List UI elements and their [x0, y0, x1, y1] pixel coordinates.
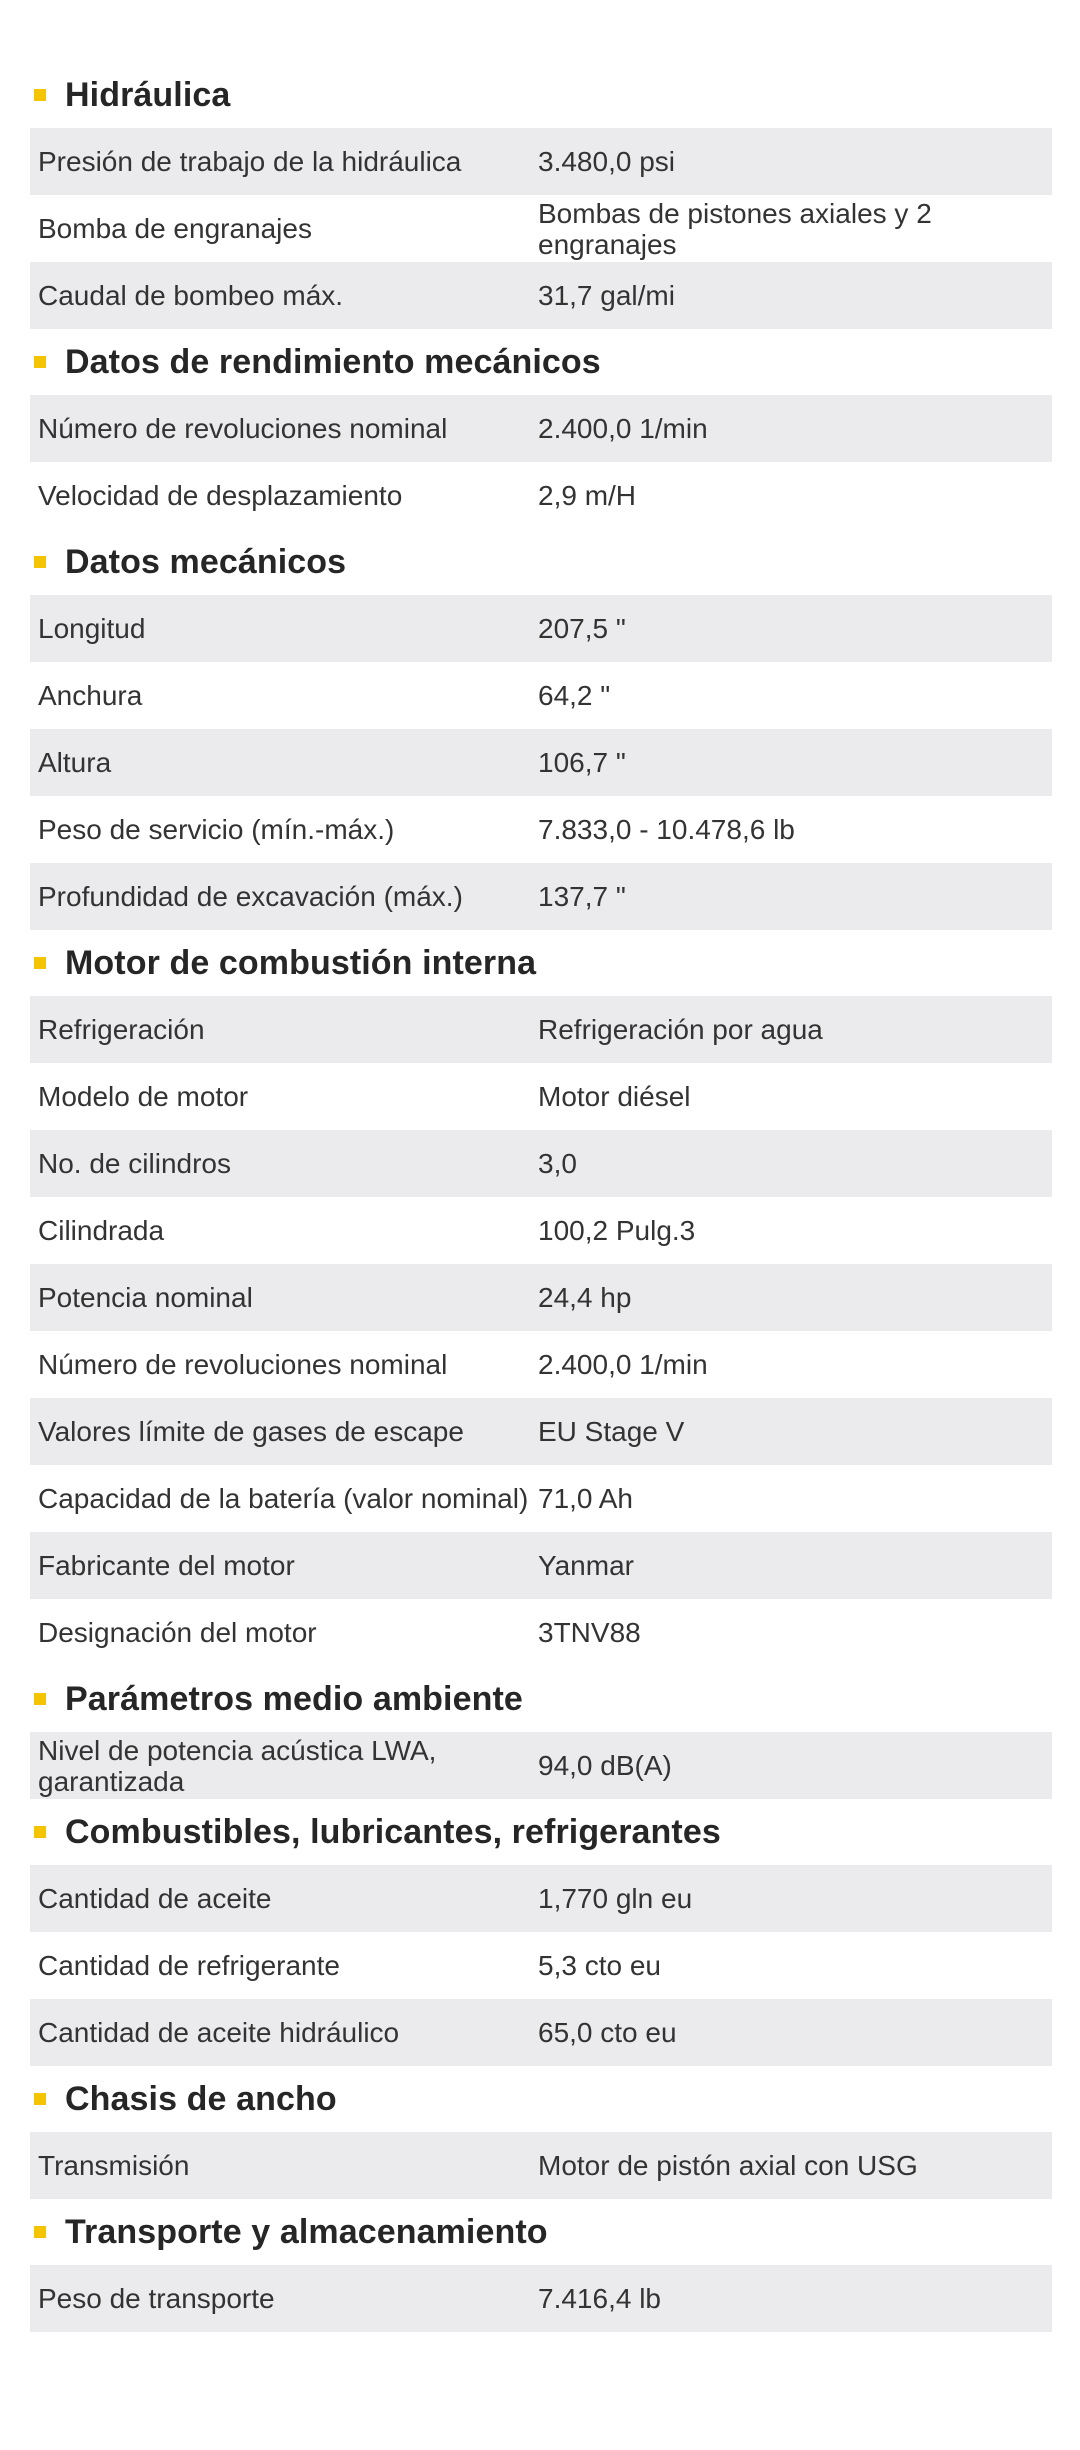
- section-title: Transporte y almacenamiento: [65, 2212, 548, 2251]
- spec-label: Potencia nominal: [38, 1282, 253, 1313]
- yellow-square-bullet-icon: [34, 1826, 46, 1838]
- spec-label: Longitud: [38, 613, 146, 644]
- spec-label: Nivel de potencia acústica LWA, garantizada: [38, 1734, 437, 1797]
- section-header: [30, 2066, 1052, 2132]
- spec-row: [30, 1532, 1052, 1599]
- section-header: [30, 1799, 1052, 1865]
- spec-label: Velocidad de desplazamiento: [38, 480, 403, 511]
- spec-value: 2.400,0 1/min: [538, 1349, 708, 1380]
- spec-label: Anchura: [38, 680, 143, 711]
- section-title: Hidráulica: [65, 75, 231, 114]
- spec-row: [30, 863, 1052, 930]
- spec-value: Motor diésel: [538, 1081, 691, 1112]
- spec-row: [30, 195, 1052, 262]
- spec-section: [30, 930, 1052, 1666]
- spec-label: Cantidad de aceite: [38, 1883, 272, 1914]
- spec-section: [30, 62, 1052, 329]
- spec-value: 3TNV88: [538, 1617, 641, 1648]
- section-header: [30, 329, 1052, 395]
- section-title: Parámetros medio ambiente: [65, 1679, 523, 1718]
- yellow-square-bullet-icon: [34, 2093, 46, 2105]
- spec-label: Cantidad de refrigerante: [38, 1950, 340, 1981]
- spec-row: [30, 1130, 1052, 1197]
- spec-label: Presión de trabajo de la hidráulica: [38, 146, 462, 177]
- spec-value: 64,2 ": [538, 680, 611, 711]
- section-header: [30, 62, 1052, 128]
- spec-value: 24,4 hp: [538, 1282, 632, 1313]
- spec-label: Número de revoluciones nominal: [38, 1349, 448, 1380]
- spec-label: No. de cilindros: [38, 1148, 231, 1179]
- spec-row: [30, 1465, 1052, 1532]
- spec-row: [30, 1732, 1052, 1799]
- section-title: Combustibles, lubricantes, refrigerantes: [65, 1812, 721, 1851]
- spec-value: 137,7 ": [538, 881, 626, 912]
- spec-value: 3,0: [538, 1148, 577, 1179]
- section-title: Chasis de ancho: [65, 2079, 337, 2118]
- spec-value: 5,3 cto eu: [538, 1950, 661, 1981]
- spec-row: [30, 1063, 1052, 1130]
- spec-value: 65,0 cto eu: [538, 2017, 677, 2048]
- spec-value: 2,9 m/H: [538, 480, 637, 511]
- spec-label: Capacidad de la batería (valor nominal): [38, 1483, 529, 1514]
- spec-label: Caudal de bombeo máx.: [38, 280, 344, 311]
- spec-label: Modelo de motor: [38, 1081, 249, 1112]
- spec-row: [30, 595, 1052, 662]
- spec-row: [30, 796, 1052, 863]
- yellow-square-bullet-icon: [34, 1693, 46, 1705]
- yellow-square-bullet-icon: [34, 2226, 46, 2238]
- spec-value: Yanmar: [538, 1550, 634, 1581]
- spec-label: Peso de transporte: [38, 2283, 275, 2314]
- section-header: [30, 930, 1052, 996]
- spec-row: [30, 1331, 1052, 1398]
- spec-label: Cantidad de aceite hidráulico: [38, 2017, 400, 2048]
- spec-label: Cilindrada: [38, 1215, 165, 1246]
- section-header: [30, 529, 1052, 595]
- spec-value: Refrigeración por agua: [538, 1014, 823, 1045]
- spec-label: Altura: [38, 747, 112, 778]
- spec-label: Fabricante del motor: [38, 1550, 295, 1581]
- spec-row: [30, 462, 1052, 529]
- spec-value: 94,0 dB(A): [538, 1750, 672, 1781]
- spec-row: [30, 1197, 1052, 1264]
- spec-value: Motor de pistón axial con USG: [538, 2150, 918, 2181]
- section-title: Motor de combustión interna: [65, 943, 537, 982]
- spec-value: 7.833,0 - 10.478,6 lb: [538, 814, 795, 845]
- spec-row: [30, 1932, 1052, 1999]
- spec-row: [30, 128, 1052, 195]
- spec-row: [30, 1999, 1052, 2066]
- spec-value: 3.480,0 psi: [538, 146, 675, 177]
- spec-section: [30, 1666, 1052, 1799]
- spec-row: [30, 1599, 1052, 1666]
- spec-label: Designación del motor: [38, 1617, 317, 1648]
- spec-row: [30, 729, 1052, 796]
- spec-row: [30, 996, 1052, 1063]
- spec-value: 100,2 Pulg.3: [538, 1215, 696, 1246]
- spec-row: [30, 1865, 1052, 1932]
- spec-section: [30, 2199, 1052, 2332]
- section-header: [30, 1666, 1052, 1732]
- spec-label: Bomba de engranajes: [38, 213, 312, 244]
- spec-section: [30, 1799, 1052, 2066]
- spec-section: [30, 329, 1052, 529]
- spec-label: Refrigeración: [38, 1014, 205, 1045]
- spec-row: [30, 1264, 1052, 1331]
- section-header: [30, 2199, 1052, 2265]
- yellow-square-bullet-icon: [34, 89, 46, 101]
- spec-row: [30, 2132, 1052, 2199]
- spec-row: [30, 662, 1052, 729]
- spec-label: Profundidad de excavación (máx.): [38, 881, 463, 912]
- section-title: Datos mecánicos: [65, 542, 347, 581]
- spec-value: 207,5 ": [538, 613, 626, 644]
- spec-row: [30, 395, 1052, 462]
- spec-value: 71,0 Ah: [538, 1483, 633, 1514]
- spec-label: Valores límite de gases de escape: [38, 1416, 464, 1447]
- yellow-square-bullet-icon: [34, 957, 46, 969]
- section-title: Datos de rendimiento mecánicos: [65, 342, 601, 381]
- spec-value: 7.416,4 lb: [538, 2283, 661, 2314]
- yellow-square-bullet-icon: [34, 356, 46, 368]
- spec-label: Número de revoluciones nominal: [38, 413, 448, 444]
- spec-value: 31,7 gal/mi: [538, 280, 675, 311]
- spec-value: 106,7 ": [538, 747, 626, 778]
- spec-section: [30, 529, 1052, 930]
- spec-value: EU Stage V: [538, 1416, 685, 1447]
- spec-row: [30, 2265, 1052, 2332]
- spec-value: Bombas de pistones axiales y 2 engranajes: [538, 197, 932, 260]
- spec-value: 1,770 gln eu: [538, 1883, 693, 1914]
- spec-row: [30, 262, 1052, 329]
- yellow-square-bullet-icon: [34, 556, 46, 568]
- spec-section: [30, 2066, 1052, 2199]
- spec-label: Peso de servicio (mín.-máx.): [38, 814, 395, 845]
- spec-row: [30, 1398, 1052, 1465]
- spec-value: 2.400,0 1/min: [538, 413, 708, 444]
- spec-label: Transmisión: [38, 2150, 190, 2181]
